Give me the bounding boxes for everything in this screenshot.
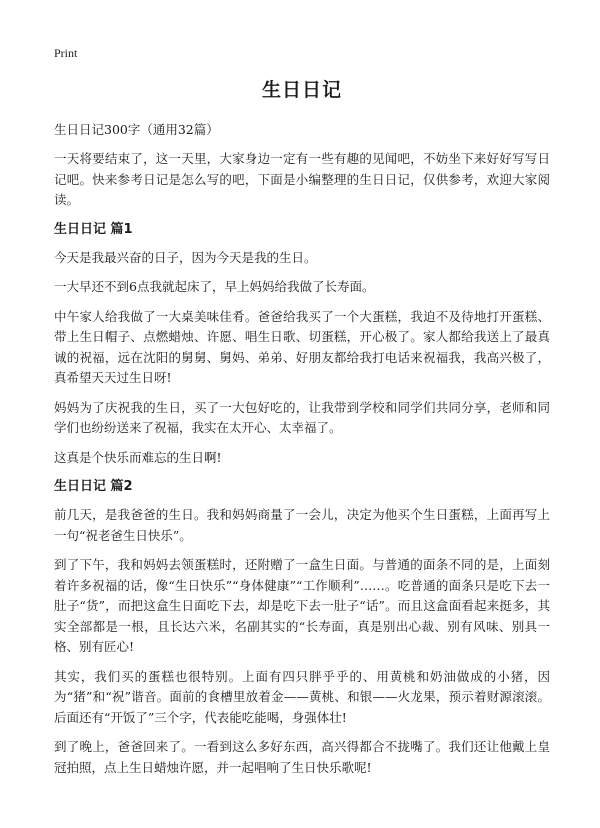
paragraph: 妈妈为了庆祝我的生日，买了一大包好吃的，让我带到学校和同学们共同分享，老师和同学们也纷纷送来了祝福，我实在太开心、太幸福了。 [54,399,550,435]
page-title: 生日日记 [261,79,342,101]
article-subtitle: 生日日记300字（通用32篇） [54,122,219,137]
paragraph: 这真是个快乐而难忘的生日啊! [54,449,222,465]
paragraph: 今天是我最兴奋的日子，因为今天是我的生日。 [54,249,317,265]
paragraph: 到了下午，我和妈妈去领蛋糕时，还附赠了一盒生日面。与普通的面条不同的是，上面刻着许多祝福的话，像“生日快乐”“身体健康”“工作顺利”……。吃普通的面条只是吃下去一肚子“货”，而把这盒生日面吃下去，却是吃下去一肚子“话”。而且这盒面看起来挺多，其实全部都是一根，且长达六米，名副其实的“长寿面，真是别出心裁、别有风味、别具一格、别有匠心! [54,557,550,654]
paragraph: 中午家人给我做了一大桌美味佳肴。爸爸给我买了一个大蛋糕，我迫不及待地打开蛋糕、带上生日帽子、点燃蜡烛、许愿、唱生日歌、切蛋糕，开心极了。家人都给我送上了最真诚的祝福，远在沈阳的舅舅、舅妈、弟弟、好朋友都给我打电话来祝福我，我高兴极了，真希望天天过生日呀! [54,308,550,385]
article [54,76,550,787]
paragraph: 一大早还不到6点我就起床了，早上妈妈给我做了长寿面。 [54,279,375,294]
paragraph: 到了晚上，爸爸回来了。一看到这么多好东西，高兴得都合不拢嘴了。我们还让他戴上皇冠拍照，点上生日蜡烛许愿，并一起唱响了生日快乐歌呢! [54,739,550,775]
section-heading: 生日日记 篇2 [54,479,133,494]
intro-paragraph: 一天将要结束了，这一天里，大家身边一定有一些有趣的见闻吧，不妨坐下来好好写写日记吧。快来参考日记是怎么写的吧，下面是小编整理的生日日记，仅供参考，欢迎大家阅读。 [54,151,550,207]
paragraph: 前几天，是我爸爸的生日。我和妈妈商量了一会儿，决定为他买个生日蛋糕，上面再写上一句“祝老爸生日快乐”。 [54,507,550,543]
paragraph: 其实，我们买的蛋糕也很特别。上面有四只胖乎乎的、用黄桃和奶油做成的小猪，因为“猪”和“祝”谐音。面前的食槽里放着金——黄桃、和银——火龙果，预示着财源滚滚。后面还有“开饭了”三个字，代表能吃能喝，身强体壮! [54,668,550,725]
section-heading: 生日日记 篇1 [54,221,133,237]
print-link[interactable]: Print [54,46,78,60]
